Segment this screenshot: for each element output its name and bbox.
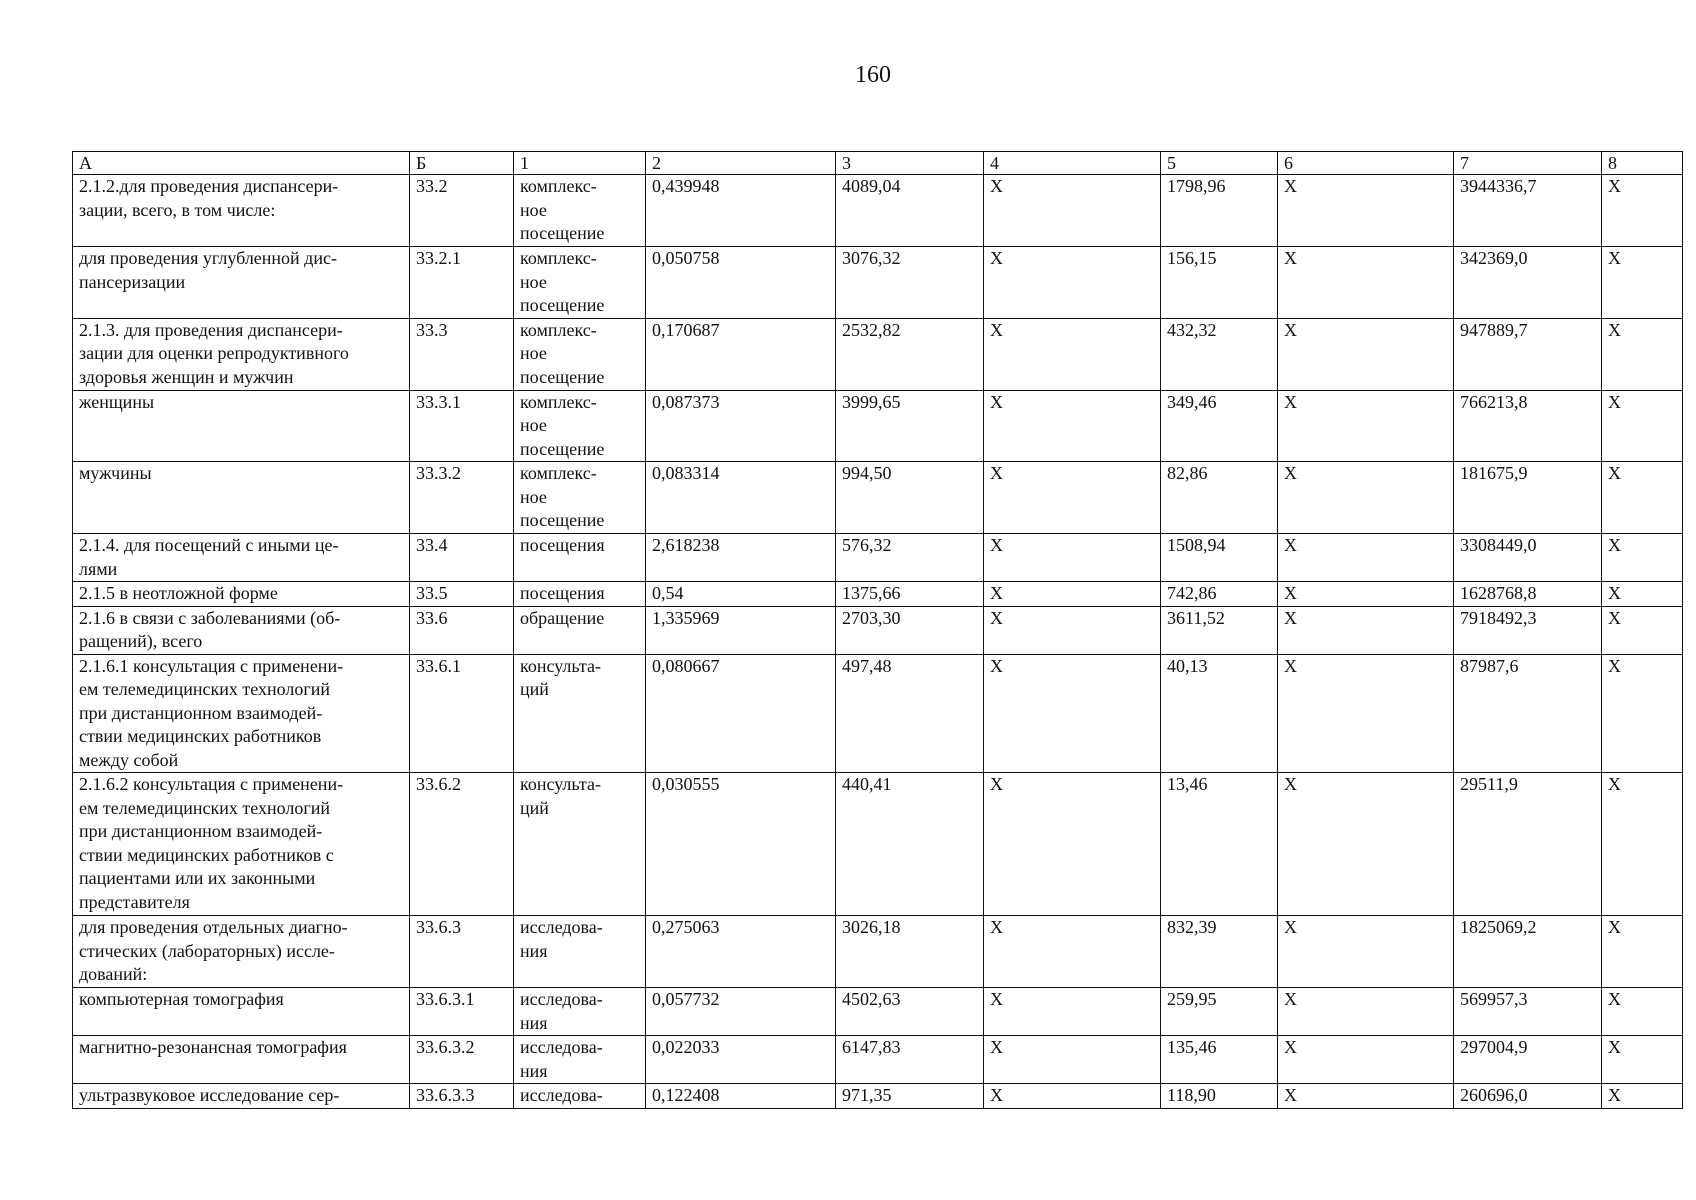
cell-service: для проведения отдельных диагно- стических (лабораторных) иссле- дований: xyxy=(73,916,410,988)
cell-col8: Х xyxy=(1602,390,1683,462)
cell-row-number: 33.3.1 xyxy=(410,390,514,462)
cell-norm: 0,122408 xyxy=(646,1084,836,1109)
cell-col4: Х xyxy=(984,247,1161,319)
cell-col4: Х xyxy=(984,654,1161,773)
cell-row-number: 33.6.3 xyxy=(410,916,514,988)
cell-cost: 3076,32 xyxy=(836,247,984,319)
cell-col8: Х xyxy=(1602,773,1683,916)
cell-norm: 0,54 xyxy=(646,582,836,607)
cell-cost: 1375,66 xyxy=(836,582,984,607)
cell-norm: 0,050758 xyxy=(646,247,836,319)
cell-col6: Х xyxy=(1278,988,1454,1036)
cell-col8: Х xyxy=(1602,534,1683,582)
column-header: 4 xyxy=(984,152,1161,175)
cell-row-number: 33.6 xyxy=(410,606,514,654)
cell-col7: 181675,9 xyxy=(1454,462,1602,534)
cell-norm: 2,618238 xyxy=(646,534,836,582)
cell-col5: 3611,52 xyxy=(1161,606,1278,654)
cell-unit: консульта- ций xyxy=(514,773,646,916)
table-row xyxy=(73,988,1683,1036)
cell-col6: Х xyxy=(1278,1084,1454,1109)
page-number: 160 xyxy=(855,62,891,88)
cell-norm: 0,275063 xyxy=(646,916,836,988)
column-header: 2 xyxy=(646,152,836,175)
cell-norm: 0,057732 xyxy=(646,988,836,1036)
table-row xyxy=(73,1036,1683,1084)
table-row xyxy=(73,582,1683,607)
cell-col5: 1508,94 xyxy=(1161,534,1278,582)
cell-cost: 2532,82 xyxy=(836,318,984,390)
column-header: 8 xyxy=(1602,152,1683,175)
cell-unit: комплекс- ное посещение xyxy=(514,462,646,534)
column-header: А xyxy=(73,152,410,175)
cell-cost: 3999,65 xyxy=(836,390,984,462)
table-row xyxy=(73,462,1683,534)
cell-col5: 832,39 xyxy=(1161,916,1278,988)
cell-cost: 440,41 xyxy=(836,773,984,916)
cell-cost: 2703,30 xyxy=(836,606,984,654)
cell-col5: 82,86 xyxy=(1161,462,1278,534)
cell-col5: 259,95 xyxy=(1161,988,1278,1036)
cell-service: магнитно-резонансная томография xyxy=(73,1036,410,1084)
cell-unit: посещения xyxy=(514,582,646,607)
cell-col5: 432,32 xyxy=(1161,318,1278,390)
cell-cost: 4089,04 xyxy=(836,175,984,247)
cell-col8: Х xyxy=(1602,462,1683,534)
cell-col6: Х xyxy=(1278,390,1454,462)
cell-row-number: 33.6.3.3 xyxy=(410,1084,514,1109)
cell-col4: Х xyxy=(984,606,1161,654)
cell-col8: Х xyxy=(1602,175,1683,247)
cell-col6: Х xyxy=(1278,318,1454,390)
cell-service: ультразвуковое исследование сер- xyxy=(73,1084,410,1109)
cell-cost: 971,35 xyxy=(836,1084,984,1109)
cell-unit: комплекс- ное посещение xyxy=(514,247,646,319)
cell-col4: Х xyxy=(984,534,1161,582)
cell-col5: 1798,96 xyxy=(1161,175,1278,247)
cell-norm: 0,087373 xyxy=(646,390,836,462)
cell-norm: 0,170687 xyxy=(646,318,836,390)
cell-unit: исследова- ния xyxy=(514,916,646,988)
column-header: 7 xyxy=(1454,152,1602,175)
cell-row-number: 33.2 xyxy=(410,175,514,247)
cell-col8: Х xyxy=(1602,247,1683,319)
cell-row-number: 33.2.1 xyxy=(410,247,514,319)
cell-col4: Х xyxy=(984,1084,1161,1109)
cell-col8: Х xyxy=(1602,988,1683,1036)
cell-service: для проведения углубленной дис- пансеризации xyxy=(73,247,410,319)
cell-unit: комплекс- ное посещение xyxy=(514,318,646,390)
cell-col6: Х xyxy=(1278,654,1454,773)
cell-col8: Х xyxy=(1602,1084,1683,1109)
cell-unit: исследова- ния xyxy=(514,988,646,1036)
cell-cost: 6147,83 xyxy=(836,1036,984,1084)
cell-service: 2.1.4. для посещений с иными це- лями xyxy=(73,534,410,582)
cell-cost: 576,32 xyxy=(836,534,984,582)
column-header: 6 xyxy=(1278,152,1454,175)
cell-col6: Х xyxy=(1278,916,1454,988)
cell-col7: 3944336,7 xyxy=(1454,175,1602,247)
table-row xyxy=(73,654,1683,773)
cell-col6: Х xyxy=(1278,462,1454,534)
cell-norm: 0,030555 xyxy=(646,773,836,916)
cell-unit: комплекс- ное посещение xyxy=(514,390,646,462)
cell-col6: Х xyxy=(1278,534,1454,582)
table-row xyxy=(73,175,1683,247)
cell-unit: исследова- xyxy=(514,1084,646,1109)
cell-cost: 994,50 xyxy=(836,462,984,534)
cell-service: компьютерная томография xyxy=(73,988,410,1036)
cell-col4: Х xyxy=(984,175,1161,247)
cell-col4: Х xyxy=(984,318,1161,390)
cell-unit: посещения xyxy=(514,534,646,582)
cell-norm: 1,335969 xyxy=(646,606,836,654)
cell-row-number: 33.4 xyxy=(410,534,514,582)
cell-cost: 3026,18 xyxy=(836,916,984,988)
column-header: 5 xyxy=(1161,152,1278,175)
cell-col8: Х xyxy=(1602,1036,1683,1084)
table-row xyxy=(73,390,1683,462)
cell-service: мужчины xyxy=(73,462,410,534)
cell-col5: 135,46 xyxy=(1161,1036,1278,1084)
column-header: 3 xyxy=(836,152,984,175)
cell-row-number: 33.6.2 xyxy=(410,773,514,916)
table-row xyxy=(73,247,1683,319)
cell-service: 2.1.2.для проведения диспансери- зации, всего, в том числе: xyxy=(73,175,410,247)
cell-col4: Х xyxy=(984,462,1161,534)
cell-col7: 342369,0 xyxy=(1454,247,1602,319)
cell-col6: Х xyxy=(1278,773,1454,916)
cell-col7: 1825069,2 xyxy=(1454,916,1602,988)
cell-col5: 118,90 xyxy=(1161,1084,1278,1109)
cell-service: 2.1.6.2 консультация с применени- ем телемедицинских технологий при дистанционном взаимодей- ствии медицинских работников с пациентами или их законными представителя xyxy=(73,773,410,916)
cell-service: 2.1.3. для проведения диспансери- зации для оценки репродуктивного здоровья женщин и мужчин xyxy=(73,318,410,390)
cell-col6: Х xyxy=(1278,582,1454,607)
cell-col4: Х xyxy=(984,582,1161,607)
cell-col5: 13,46 xyxy=(1161,773,1278,916)
cell-col6: Х xyxy=(1278,1036,1454,1084)
cell-col4: Х xyxy=(984,916,1161,988)
cell-service: 2.1.6 в связи с заболеваниями (об- ращений), всего xyxy=(73,606,410,654)
cell-col7: 260696,0 xyxy=(1454,1084,1602,1109)
cell-col5: 156,15 xyxy=(1161,247,1278,319)
cell-norm: 0,439948 xyxy=(646,175,836,247)
cell-col5: 742,86 xyxy=(1161,582,1278,607)
cell-col4: Х xyxy=(984,988,1161,1036)
table-row xyxy=(73,1084,1683,1109)
cell-row-number: 33.5 xyxy=(410,582,514,607)
cell-col7: 29511,9 xyxy=(1454,773,1602,916)
cell-col7: 947889,7 xyxy=(1454,318,1602,390)
cell-col8: Х xyxy=(1602,318,1683,390)
cell-col6: Х xyxy=(1278,247,1454,319)
cell-col5: 40,13 xyxy=(1161,654,1278,773)
cell-norm: 0,080667 xyxy=(646,654,836,773)
table-row xyxy=(73,916,1683,988)
table-row xyxy=(73,318,1683,390)
table-row xyxy=(73,773,1683,916)
data-table xyxy=(72,151,1683,1109)
cell-row-number: 33.6.3.1 xyxy=(410,988,514,1036)
cell-row-number: 33.3 xyxy=(410,318,514,390)
cell-service: женщины xyxy=(73,390,410,462)
cell-unit: консульта- ций xyxy=(514,654,646,773)
cell-service: 2.1.5 в неотложной форме xyxy=(73,582,410,607)
table-row xyxy=(73,606,1683,654)
cell-norm: 0,083314 xyxy=(646,462,836,534)
cell-col4: Х xyxy=(984,773,1161,916)
cell-col8: Х xyxy=(1602,582,1683,607)
cell-col8: Х xyxy=(1602,654,1683,773)
cell-service: 2.1.6.1 консультация с применени- ем телемедицинских технологий при дистанционном взаимодей- ствии медицинских работников между собой xyxy=(73,654,410,773)
cell-col7: 766213,8 xyxy=(1454,390,1602,462)
column-header: 1 xyxy=(514,152,646,175)
table-row xyxy=(73,534,1683,582)
cell-norm: 0,022033 xyxy=(646,1036,836,1084)
cell-col7: 1628768,8 xyxy=(1454,582,1602,607)
cell-col4: Х xyxy=(984,1036,1161,1084)
cell-col5: 349,46 xyxy=(1161,390,1278,462)
cell-col4: Х xyxy=(984,390,1161,462)
cell-cost: 4502,63 xyxy=(836,988,984,1036)
column-header: Б xyxy=(410,152,514,175)
cell-unit: обращение xyxy=(514,606,646,654)
cell-col8: Х xyxy=(1602,606,1683,654)
cell-col7: 3308449,0 xyxy=(1454,534,1602,582)
cell-col7: 297004,9 xyxy=(1454,1036,1602,1084)
cell-unit: исследова- ния xyxy=(514,1036,646,1084)
cell-row-number: 33.3.2 xyxy=(410,462,514,534)
cell-col7: 7918492,3 xyxy=(1454,606,1602,654)
cell-col6: Х xyxy=(1278,606,1454,654)
header-row xyxy=(73,152,1683,175)
cell-unit: комплекс- ное посещение xyxy=(514,175,646,247)
cell-col7: 569957,3 xyxy=(1454,988,1602,1036)
cell-col8: Х xyxy=(1602,916,1683,988)
cell-col7: 87987,6 xyxy=(1454,654,1602,773)
cell-cost: 497,48 xyxy=(836,654,984,773)
cell-row-number: 33.6.3.2 xyxy=(410,1036,514,1084)
cell-row-number: 33.6.1 xyxy=(410,654,514,773)
cell-col6: Х xyxy=(1278,175,1454,247)
